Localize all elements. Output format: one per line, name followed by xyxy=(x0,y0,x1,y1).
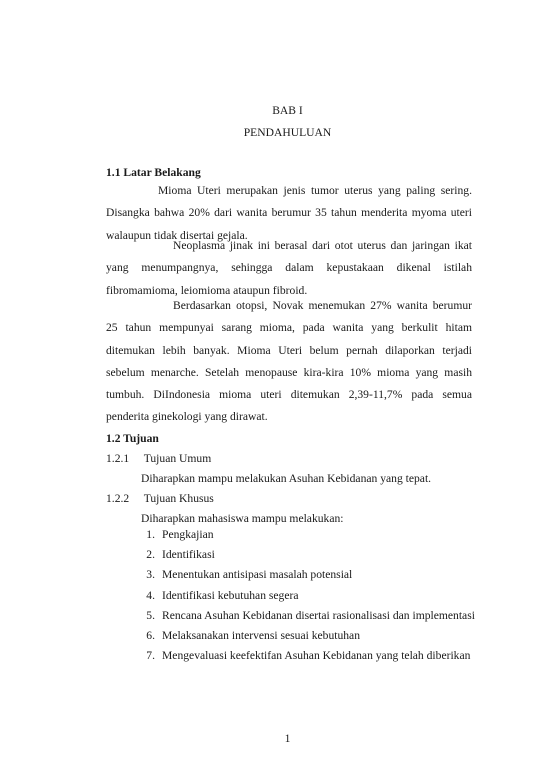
subsection-number: 1.2.1 xyxy=(106,452,130,465)
list-item-number: 2. xyxy=(146,548,155,562)
list-item-number: 4. xyxy=(146,588,155,602)
list-item xyxy=(137,646,475,666)
list-item xyxy=(137,586,475,606)
tujuan-umum-text: Diharapkan mampu melakukan Asuhan Kebidanan yang tepat. xyxy=(141,472,432,485)
list-item xyxy=(137,606,475,626)
chapter-title: PENDAHULUAN xyxy=(243,126,332,139)
list-item-text: Menentukan antisipasi masalah potensial xyxy=(162,568,353,582)
subsection-title: Tujuan Khusus xyxy=(143,492,214,505)
paragraph-3: Berdasarkan otopsi, Novak menemukan 27% wanita berumur 25 tahun mempunyai sarang mioma, pada wanita yang berkulit hitam ditemukan lebih banyak. Mioma Uteri belum pernah dilaporkan terjadi sebelum menarche. Setelah menopause kira-kira 10% mioma yang masih tumbuh. DiIndonesia mioma uteri ditemukan 2,39-11,7% pada semua penderita ginekologi yang dirawat. xyxy=(106,299,472,424)
section-heading-tujuan: 1.2 Tujuan xyxy=(106,432,159,445)
list-item xyxy=(137,545,475,565)
list-item-number: 7. xyxy=(146,649,155,663)
list-item-text: Identifikasi xyxy=(162,548,215,562)
objectives-list xyxy=(137,525,475,666)
list-item-number: 6. xyxy=(146,628,155,642)
page-number: 1 xyxy=(284,732,291,745)
list-item-text: Melaksanakan intervensi sesuai kebutuhan xyxy=(162,628,360,642)
list-item-number: 5. xyxy=(146,608,155,622)
list-item-number: 3. xyxy=(146,568,155,582)
chapter-number: BAB I xyxy=(272,104,303,117)
subsection-title: Tujuan Umum xyxy=(143,452,212,465)
list-item xyxy=(137,525,475,545)
subsection-tujuan-khusus xyxy=(106,492,214,505)
list-item-number: 1. xyxy=(146,528,155,541)
tujuan-khusus-intro: Diharapkan mahasiswa mampu melakukan: xyxy=(141,512,344,525)
paragraph-2: Neoplasma jinak ini berasal dari otot uterus dan jaringan ikat yang menumpangnya, sehingga dalam kepustakaan dikenal istilah fibromamioma, leiomioma ataupun fibroid. xyxy=(106,239,472,297)
list-item xyxy=(137,626,475,646)
list-item-text: Identifikasi kebutuhan segera xyxy=(162,588,299,602)
list-item xyxy=(137,565,475,585)
subsection-number: 1.2.2 xyxy=(106,492,130,505)
subsection-tujuan-umum xyxy=(106,452,211,465)
list-item-text: Mengevaluasi keefektifan Asuhan Kebidanan yang telah diberikan xyxy=(162,649,471,663)
list-item-text: Rencana Asuhan Kebidanan disertai rasionalisasi dan implementasi xyxy=(162,608,475,622)
section-heading-latar-belakang: 1.1 Latar Belakang xyxy=(106,166,201,179)
list-item-text: Pengkajian xyxy=(162,528,214,541)
paragraph-1: Mioma Uteri merupakan jenis tumor uterus yang paling sering. Disangka bahwa 20% dari wanita berumur 35 tahun menderita myoma uteri walaupun tidak disertai gejala. xyxy=(106,184,472,242)
